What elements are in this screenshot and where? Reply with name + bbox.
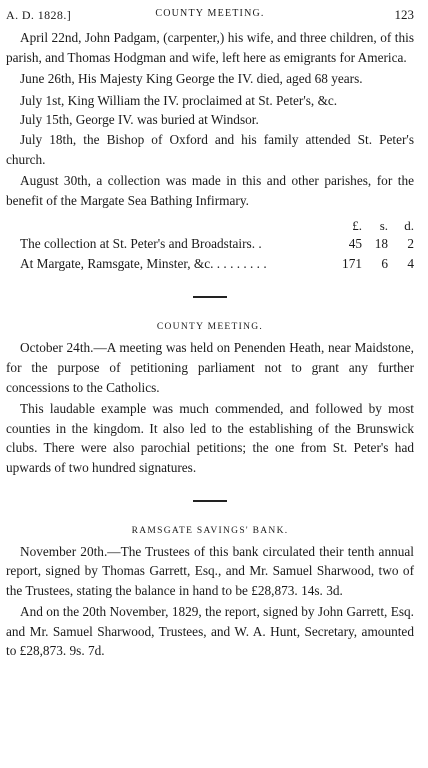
running-head — [6, 6, 414, 24]
money-row-shillings: 18 — [374, 236, 388, 252]
page-number: 123 — [394, 7, 414, 22]
header-pounds: £. — [352, 218, 362, 234]
money-row-shillings: 6 — [381, 256, 388, 272]
money-row-pence: 4 — [407, 256, 414, 272]
paragraph-king-buried: July 15th, George IV. was buried at Windsor. — [20, 112, 259, 128]
paragraph-emigrants: April 22nd, John Padgam, (carpenter,) his wife, and three children, of this parish, and Thomas Hodgman and wife, left here as emigrants for America. — [6, 30, 414, 65]
money-table-header — [6, 216, 414, 234]
money-row — [6, 234, 414, 254]
money-row-desc: The collection at St. Peter's and Broadstairs. . — [20, 236, 262, 252]
page-body — [6, 28, 414, 661]
section-divider — [193, 500, 227, 502]
money-row — [6, 254, 414, 274]
paragraph-meeting: October 24th.—A meeting was held on Penenden Heath, near Maidstone, for the purpose of petitioning parliament not to grant any further concessions to the Catholics. — [6, 340, 414, 395]
paragraph-report-1828: November 20th.—The Trustees of this bank circulated their tenth annual report, signed by Thomas Garrett, Esq., and Mr. Samuel Sharwood, two of the Trustees, stating the balance in hand to be £28,873. 14s. 3d. — [6, 543, 414, 598]
paragraph-brunswick: This laudable example was much commended, and followed by most counties in the kingdom. It also led to the establishing of the Brunswick clubs. There were also parochial petitions; the one from St. Peter's had upwards of two hundred signatures. — [6, 401, 414, 475]
running-head-year: A. D. 1828.] — [6, 8, 72, 22]
header-pence: d. — [404, 218, 414, 234]
section-heading-savings-bank: RAMSGATE SAVINGS' BANK. — [131, 525, 289, 536]
money-row-pence: 2 — [407, 236, 414, 252]
paragraph-report-1829: And on the 20th November, 1829, the report, signed by John Garrett, Esq. and Mr. Samuel Sharwood, Trustees, and W. A. Hunt, Secretary, amounted to £28,873. 9s. 7d. — [6, 604, 414, 659]
paragraph-collection: August 30th, a collection was made in this and other parishes, for the benefit of the Margate Sea Bathing Infirmary. — [6, 173, 414, 208]
paragraph-bishop: July 18th, the Bishop of Oxford and his family attended St. Peter's church. — [6, 131, 414, 167]
money-row-desc: At Margate, Ramsgate, Minster, &c. . . . . . . . . — [20, 256, 267, 272]
money-row-pounds: 45 — [348, 236, 362, 252]
section-divider — [193, 296, 227, 298]
section-heading-county-meeting: COUNTY MEETING. — [156, 322, 264, 333]
money-row-pounds: 171 — [342, 256, 362, 272]
header-shillings: s. — [379, 218, 388, 234]
running-head-title: COUNTY MEETING. — [155, 8, 265, 19]
paragraph-king-proclaimed: July 1st, King William the IV. proclaimed at St. Peter's, &c. — [20, 92, 338, 108]
paragraph-king-died: June 26th, His Majesty King George the IV. died, aged 68 years. — [20, 71, 363, 87]
